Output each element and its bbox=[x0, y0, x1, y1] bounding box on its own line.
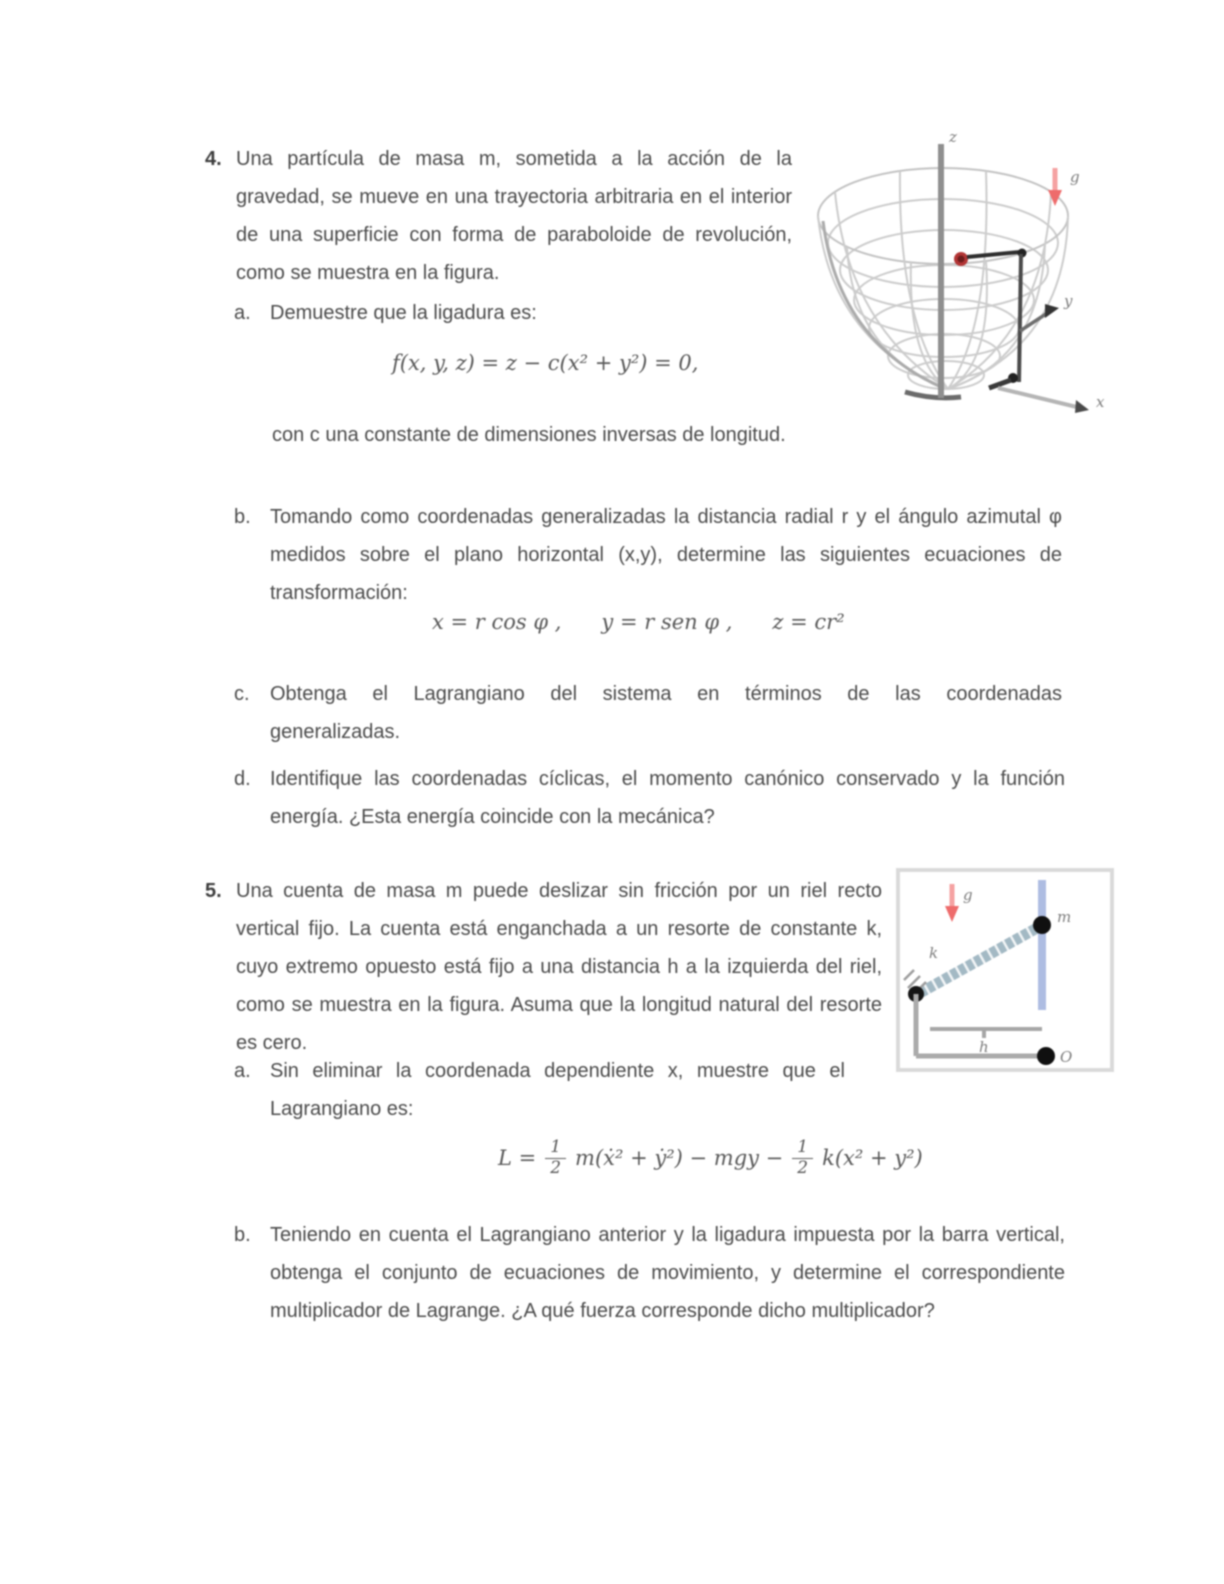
z-axis-label: z bbox=[949, 128, 957, 146]
part-5b-text: Teniendo en cuenta el Lagrangiano anterior y la ligadura impuesta por la barra vertical, obtenga el conjunto de ecuaciones de movimiento, y determine el correspondiente multiplicador de Lagrange. ¿A qué fuerza corresponde dicho multiplicador? bbox=[270, 1224, 1065, 1322]
spring-bead-figure bbox=[896, 868, 1118, 1074]
part-4d-label: d. bbox=[234, 768, 251, 790]
part-4b-label: b. bbox=[234, 506, 251, 528]
transformation-equations bbox=[432, 610, 845, 634]
transformation-eq-y: y = r sen φ , bbox=[601, 610, 733, 634]
y-axis-label: y bbox=[1064, 292, 1073, 310]
origin-label: O bbox=[1060, 1048, 1073, 1066]
part-4c-label: c. bbox=[234, 683, 250, 705]
part-4a-note: con c una constante de dimensiones inversas de longitud. bbox=[272, 424, 786, 446]
paraboloid-figure bbox=[793, 126, 1183, 446]
origin-dot bbox=[1037, 1047, 1055, 1065]
gravity-label: g bbox=[963, 886, 973, 904]
part-4a-label: a. bbox=[234, 302, 251, 324]
bowl-shade-bottom bbox=[905, 392, 961, 398]
figure-frame bbox=[898, 870, 1112, 1070]
fraction-one-half-1: $\frac{1}{2}$ bbox=[545, 1138, 566, 1178]
part-5a-label: a. bbox=[234, 1060, 251, 1082]
bead-dot bbox=[1033, 916, 1051, 934]
lagrangian-mid: m(ẋ² + ẏ²) − mgy − bbox=[575, 1146, 784, 1171]
part-4a-text: Demuestre que la ligadura es: bbox=[270, 302, 537, 324]
problem-4-number: 4. bbox=[205, 148, 222, 170]
problem-5-intro: Una cuenta de masa m puede deslizar sin fricción por un riel recto vertical fijo. La cuenta está enganchada a un resorte de constante k, cuyo extremo opuesto está fijo a una distancia h a la izquierda del riel, como se muestra en la figura. Asuma que la longitud natural del resorte es cero. bbox=[236, 880, 882, 1054]
y-axis-arrow bbox=[1020, 304, 1059, 331]
distance-label: h bbox=[979, 1038, 989, 1056]
part-4c-text: Obtenga el Lagrangiano del sistema en términos de las coordenadas generalizadas. bbox=[270, 683, 1062, 743]
part-5b-label: b. bbox=[234, 1224, 251, 1246]
vertical-segment bbox=[1019, 254, 1021, 382]
constraint-equation: f(x, y, z) = z − c(x² + y²) = 0, bbox=[392, 351, 699, 375]
x-axis-label: x bbox=[1096, 393, 1105, 411]
transformation-eq-x: x = r cos φ , bbox=[432, 610, 562, 634]
lagrangian-lhs: L = bbox=[498, 1146, 537, 1171]
lagrangian-tail: k(x² + y²) bbox=[822, 1146, 923, 1171]
x-axis-arrow bbox=[998, 388, 1089, 413]
lagrangian-equation bbox=[498, 1138, 923, 1178]
bead-mass-label: m bbox=[1057, 908, 1072, 926]
fraction-one-half-2: $\frac{1}{2}$ bbox=[792, 1138, 813, 1178]
part-4d-text: Identifique las coordenadas cíclicas, el momento canónico conservado y la función energía. ¿Esta energía coincide con la mecánica? bbox=[270, 768, 1065, 828]
problem-5-number: 5. bbox=[205, 880, 222, 902]
part-4b-text: Tomando como coordenadas generalizadas la distancia radial r y el ángulo azimutal φ medidos sobre el plano horizontal (x,y), determine las siguientes ecuaciones de transformación: bbox=[270, 506, 1062, 604]
transformation-eq-z: z = cr² bbox=[772, 610, 845, 634]
problem-4-intro: Una partícula de masa m, sometida a la acción de la gravedad, se mueve en una trayectoria arbitraria en el interior de una superficie con forma de paraboloide de revolución, como se muestra en la figura. bbox=[236, 148, 792, 284]
particle-core bbox=[958, 256, 965, 263]
part-5a-text: Sin eliminar la coordenada dependiente x, muestre que el Lagrangiano es: bbox=[270, 1060, 845, 1120]
spring-constant-label: k bbox=[929, 944, 939, 962]
gravity-label: g bbox=[1070, 168, 1080, 186]
